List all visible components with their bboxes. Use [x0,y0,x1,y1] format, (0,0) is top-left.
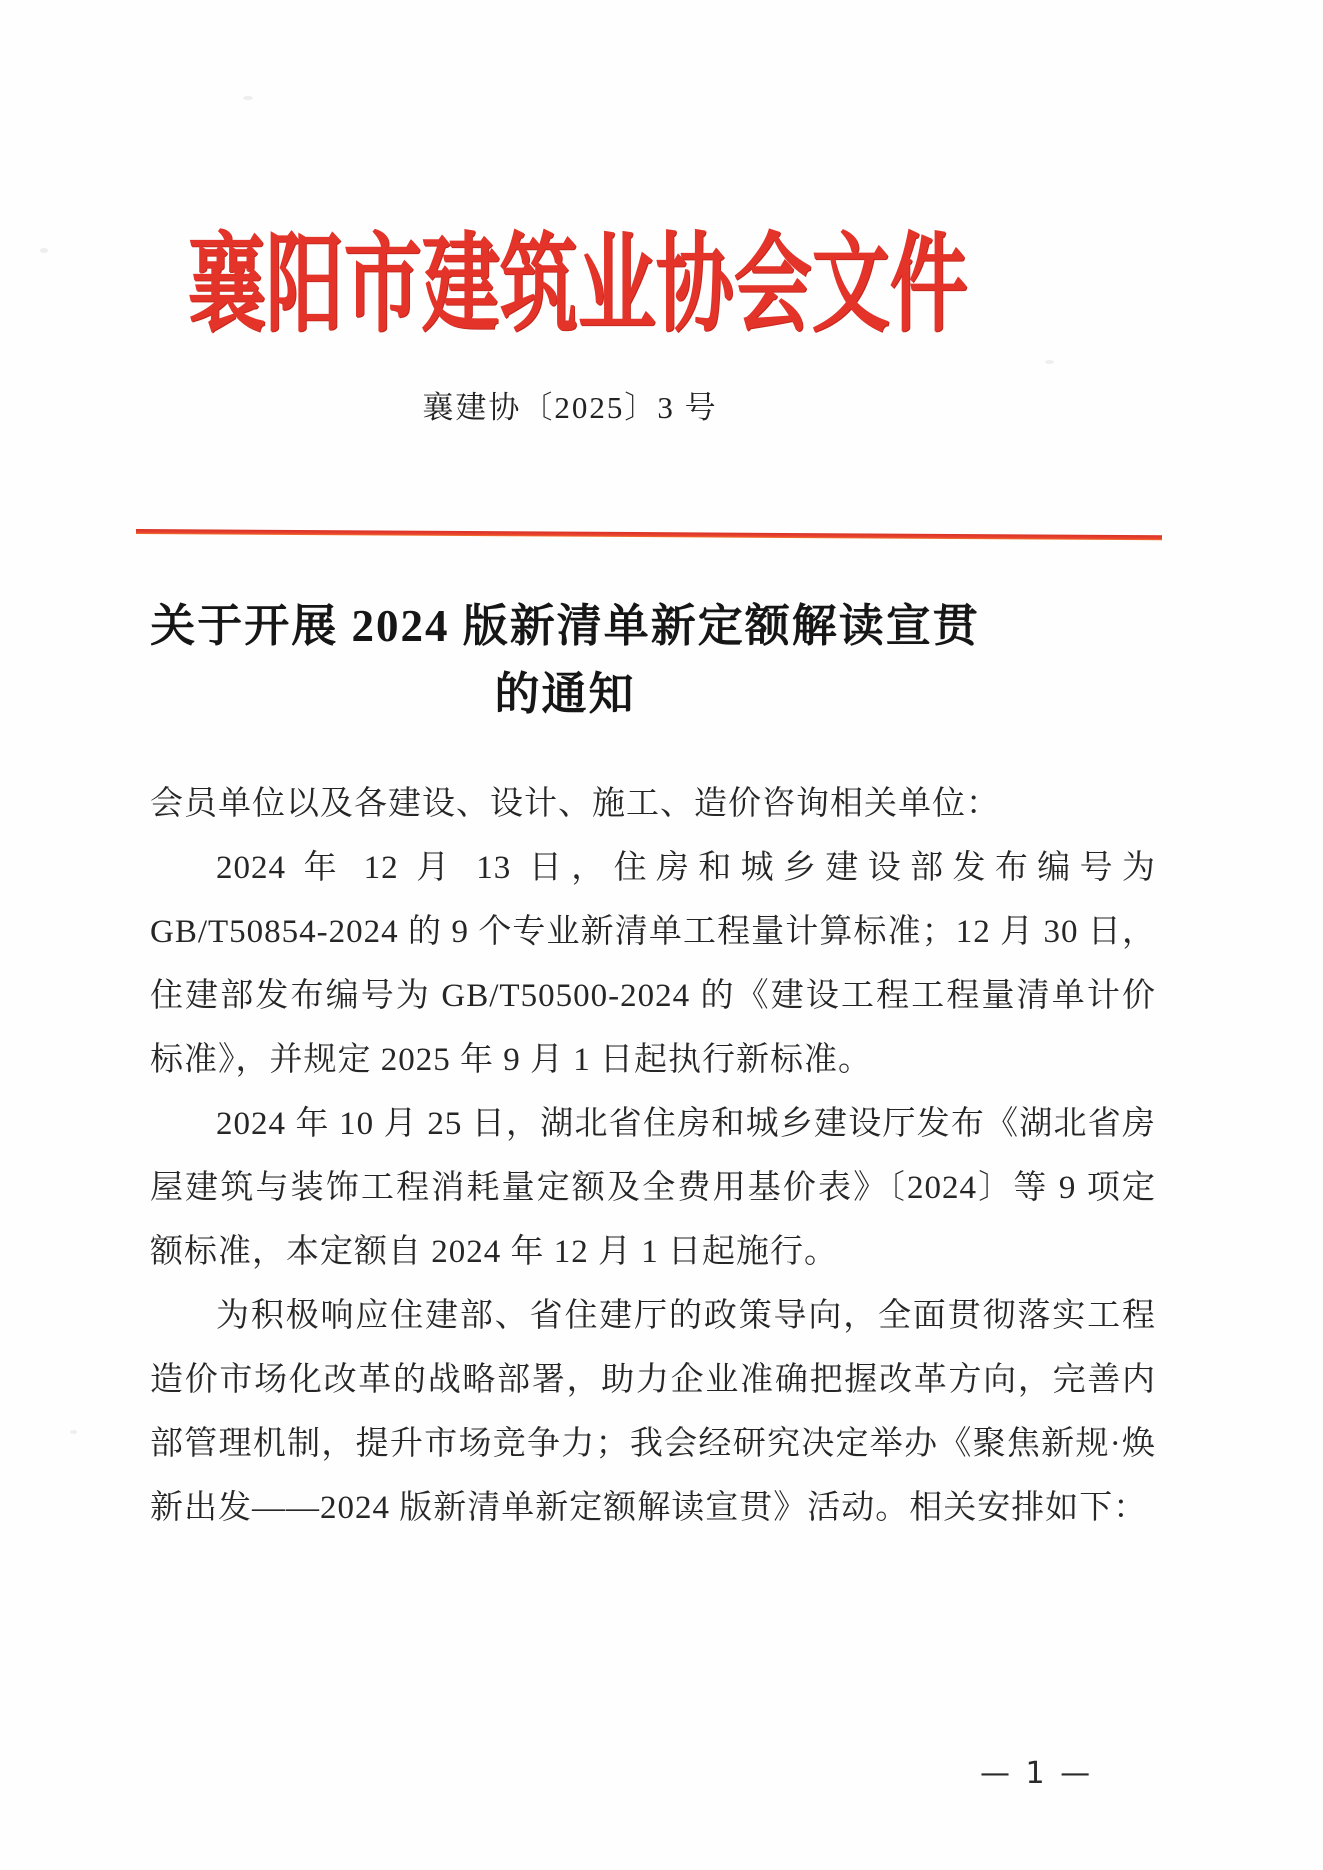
red-divider-line [136,529,1162,540]
body-paragraph-3: 为积极响应住建部、省住建厅的政策导向，全面贯彻落实工程造价市场化改革的战略部署，助力企业准确把握改革方向，完善内部管理机制，提升市场竞争力；我会经研究决定举办《聚焦新规·焕新出发——2024 版新清单新定额解读宣贯》活动。相关安排如下： [150,1298,1156,1526]
notice-title-line2: 的通知 [494,669,636,719]
notice-body [150,772,1156,1540]
document-number: 襄建协〔2025〕3 号 [422,390,718,425]
salutation-line: 会员单位以及各建设、设计、施工、造价咨询相关单位： [150,786,1000,822]
scan-smudge [70,1430,77,1434]
notice-title [60,592,1070,728]
page-number: — 1 — [980,1756,1094,1791]
notice-title-line1: 关于开展 2024 版新清单新定额解读宣贯 [150,601,980,651]
body-paragraph-1: 2024 年 12 月 13 日，住房和城乡建设部发布编号为 GB/T50854-2024 的 9 个专业新清单工程量计算标准；12 月 30 日，住建部发布编号为 GB/T50500-2024 的《建设工程工程量清单计价标准》，并规定 2025 年 9 月 1 日起执行新标准。 [150,850,1156,1078]
letterhead-org-title: 襄阳市建筑业协会文件 [187,224,968,345]
scan-smudge [1045,360,1054,364]
scan-smudge [243,96,253,100]
body-paragraph-2: 2024 年 10 月 25 日，湖北省住房和城乡建设厅发布《湖北省房屋建筑与装饰工程消耗量定额及全费用基价表》〔2024〕等 9 项定额标准，本定额自 2024 年 12 月 1 日起施行。 [150,1106,1156,1270]
